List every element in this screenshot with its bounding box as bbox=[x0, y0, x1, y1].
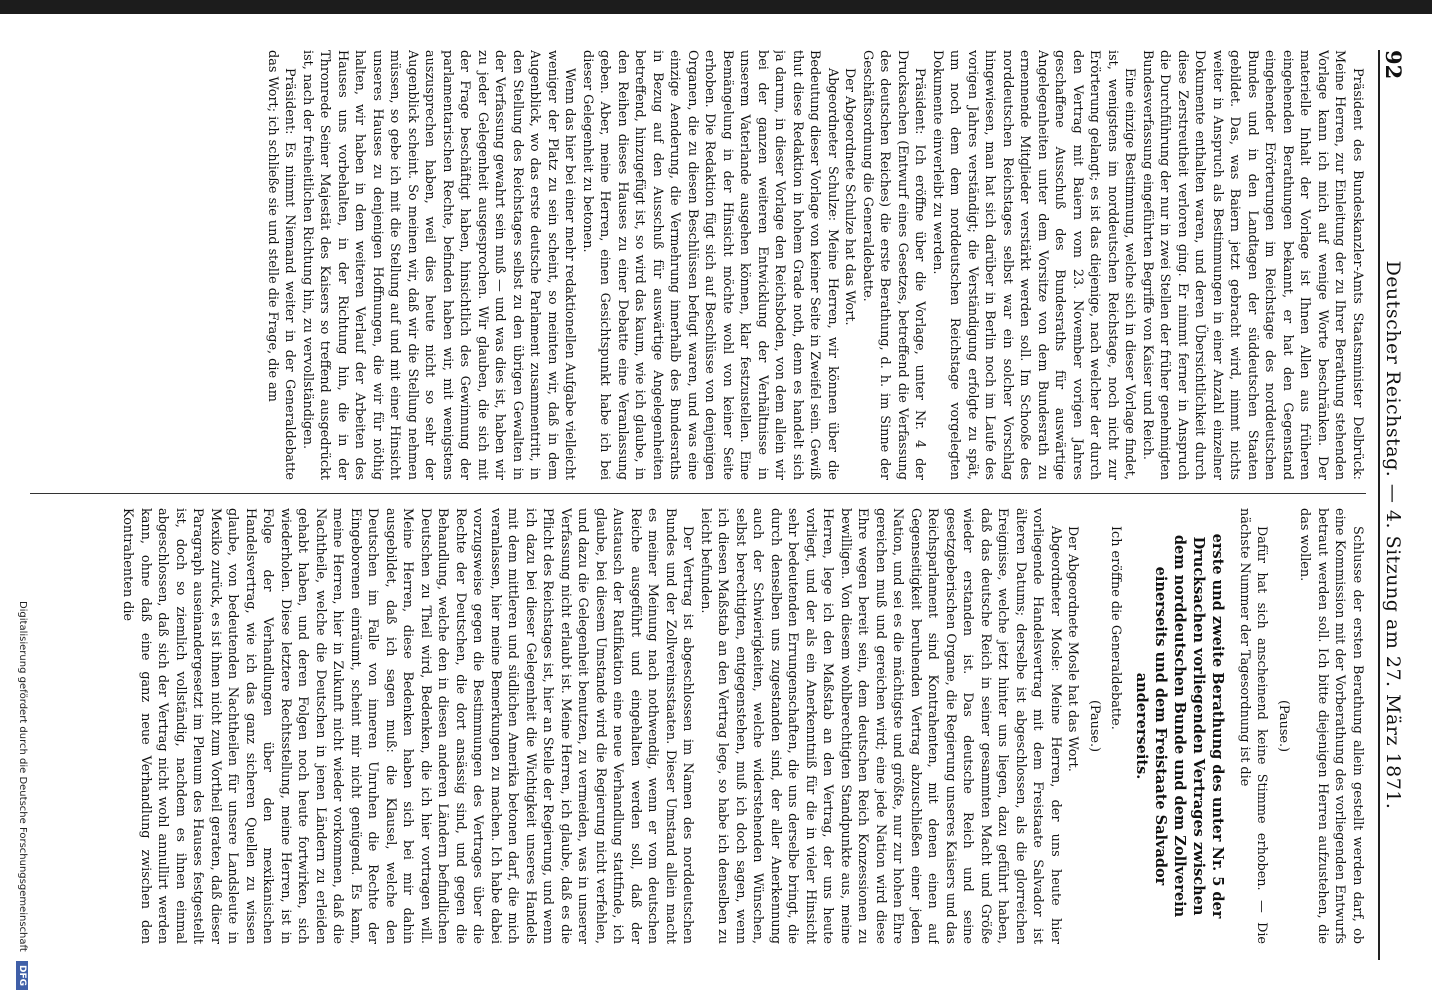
paragraph: Der Vertrag ist abgeschlossen im Namen des norddeutschen Bundes und der Zollvereinsstaaten. Dieser Umstand allein macht es meiner Meinung nach nothwendig, wenn er vom deutschen Reiche ausgeführt und eingehalten werden soll, daß der Austausch der Ratifikation eine neue Verhandlung stattfinde, ich glaube, bei diesem Umstande wird die Regierung nicht verfehlen, und dazu die Gelegenheit benutzen, zu vermeiden, was in unserer Verfassung nicht erlaubt ist. Meine Herren, ich glaube, daß es die Pflicht des Reichstages ist, hier an Stelle der Regierung, und wenn ich dazu bei dieser Gelegenheit die Wichtigkeit unseres Handels mit dem mittleren und südlichen Amerika betonen darf, die mich veranlassen, hier meine Bemerkungen zu machen. Ich habe dabei vorzugsweise gegen die Bestimmungen des Vertrages über die Rechte der Deutschen, die dort ansässig sind, und gegen die Behandlung, welche den in diesen anderen Ländern befindlichen Deutschen zu Theil wird, Bedenken, die ich hier vortragen will. Meine Herren, diese Bedenken haben sich bei mir dahin ausgebildet, daß ich sagen muß: die Klausel, welche den Deutschen im Falle von inneren Unruhen die Rechte der Eingeborenen einräumt, scheint mir nicht genügend. Es kann, meine Herren, hier in Zukunft nicht wieder vorkommen, daß die Nachtheile, welche die Deutschen in jenen Ländern zu erleiden gehabt haben, und deren Folgen noch heute fortwirken, sich wiederholen. Diese letztere Rechtsstellung, meine Herren, ist in Folge der Verhandlungen über den mexikanischen Handelsvertrag, wie ich das ganz sicheren Quellen zu wissen glaube, von bedeutenden Nachtheilen für unsere Landsleute in Mexiko zurück, es ist ihnen nicht zum Vortheil geraten, daß dieser Paragraph auseinandergesetzt im Plenum des Hauses festgestellt ist, doch so ziemlich vollständig, nachdem es ihnen einmal abgeschlossen, daß sich der Vertrag nicht wohl annullirt werden kann, ohne daß eine ganz neue Verhandlung zwischen den Kontrahenten die bbox=[120, 508, 696, 944]
dfg-logo: DFG bbox=[16, 961, 28, 990]
pause-note: (Pause.) bbox=[1276, 699, 1291, 753]
agenda-heading: erste und zweite Berathung des unter Nr. 5 der Drucksachen vorliegenden Vertrages zwischen dem norddeutschen Bunde und dem Zollverein einerseits und dem Freistaate Salvador andererseits. bbox=[1133, 533, 1227, 919]
column-divider bbox=[30, 493, 1366, 494]
scan-border bbox=[0, 0, 1432, 14]
paragraph: Der Abgeordnete Schulze hat das Wort. bbox=[842, 68, 858, 326]
paragraph: Abgeordneter Schulze: Meine Herren, wir können über die Bedeutung dieser Vorlage von keiner Seite in Zweifel sein. Gewiß thut diese Redaktion in hohem Grade noth, denn es handelt sich ja darum, in dieser Vorlage den Reichsboden, von dem allein wir bei der ganzen weiteren Entwicklung der Verhältnisse in unserem Vaterlande ausgehen können, klar festzustellen. Eine Bemängelung in der Hinsicht möchte wohl von keiner Seite erhoben. Die Redaktion fügt sich auf Beschlüsse von denjenigen Organen, die zu diesen Beschlüssen befugt waren, und was eine einzige Aenderung, die Vermehrung innerhalb des Bundesraths in Bezug auf den Ausschuß für auswärtige Angelegenheiten betreffend, hinzugefügt ist, so wird das kaum, wie ich glaube, in den Reihen dieses Hauses zu einer Debatte eine Veranlassung geben. Aber, meine Herren, einen Gesichtspunkt habe ich bei dieser Gelegenheit zu betonen. bbox=[580, 50, 840, 480]
paragraph: Abgeordneter Mosle: Meine Herren, der uns heute hier vorliegende Handelsvertrag mit dem Freistaate Salvador ist älteren Datums; derselbe ist abgeschlossen, als die glorreichen Ereignisse, welche jetzt hinter uns liegen, dazu geführt haben, daß das deutsche Reich in seiner gesammten Macht und Größe wieder erstanden ist. Das deutsche Reich und seine gesetzgeberischen Organe, die Regierung unseres Kaisers und das Reichsparlament sind Kontrahenten, mit denen einen auf Gegenseitigkeit beruhenden Vertrag abzuschließen einer jeden Nation, und sei es die mächtigste und größte, nur zur hohen Ehre gereichen muß und gereichen wird; eine jede Nation wird diese Ehre wegen bereit sein, dem deutschen Reich Konzessionen zu bewilligen. Von diesem wohlberechtigten Standpunkte aus, meine Herren, lege ich den Maßstab an den Vertrag, der uns heute vorliegt, und der als ein Anerkenntniß für die in vieler Hinsicht sehr bedeutenden Errungenschaften, die uns derselbe bringt, die durch denselben uns zugestanden sind, der aller Anerkennung auch der Schwierigkeiten, welche widerstehenden Wünschen, selbst berechtigten, entgegenstehen, muß ich doch sagen, wenn ich diesen Maßstab an den Vertrag lege, so habe ich denselben zu leicht befunden. bbox=[698, 508, 1063, 944]
page-number: 92 bbox=[1381, 50, 1406, 80]
paragraph: Ich eröffne die Generaldebatte. bbox=[1108, 526, 1124, 730]
pause-note: (Pause.) bbox=[1087, 699, 1102, 753]
digitization-credit bbox=[8, 130, 28, 990]
running-head: Deutscher Reichstag. — 4. Sitzung am 27. März 1871. bbox=[1382, 260, 1404, 810]
right-column bbox=[30, 508, 1366, 944]
paragraph: Präsident: Es nimmt Niemand weiter in der Generaldebatte das Wort; ich schließe sie und stelle die Frage, die am bbox=[265, 50, 298, 480]
paragraph: Schlusse der ersten Berathung allein gestellt werden darf, ob eine Kommission mit der Vorberathung des vorliegenden Entwurfs betraut werden soll. Ich bitte diejenigen Herren aufzustehen, die das wollen. bbox=[1297, 508, 1365, 944]
paragraph: Dafür hat sich anscheinend keine Stimme erhoben. — Die nächste Nummer der Tagesordnung ist die bbox=[1237, 508, 1270, 944]
paragraph: Eine einzige Bestimmung, welche sich in dieser Vorlage findet, ist, wenigstens im norddeutschen Reichstage, noch nicht zur Erörterung gelangt; es ist das diejenige, nach welcher der durch den Vertrag mit Baiern vom 23. November vorigen Jahres geschaffene Ausschuß des Bundesraths für auswärtige Angelegenheiten unter dem Vorsitze von dem Bundesrath zu ernennende Mitglieder verstärkt werden soll. Im Schooße des norddeutschen Reichstages selbst war ein solcher Vorschlag hingewiesen, man hat sich darüber in Berlin noch im Laufe des vorigen Jahres verständigt; die Verständigung erfolgte zu spät, um noch dem dem norddeutschen Reichstage vorgelegten Dokumente einverleibt zu werden. bbox=[930, 50, 1138, 480]
paragraph: Wenn das hier bei einer mehr redaktionellen Aufgabe vielleicht weniger der Platz zu sein scheint, so meinten wir, daß in dem Augenblick, wo das erste deutsche Parlament zusammentritt, in den Stellung des Reichstages selbst zu den übrigen Gewalten in der Verfassung gewahrt sein muß — und was dies ist, haben wir zu jeder Gelegenheit ausgesprochen. Wir glauben, die sich mit der Frage beschäftigt haben, hinsichtlich des Gewinnung der parlamentarischen Rechte, befinden haben wir, mit wenigstens auszusprechen haben, weil dies heute nicht so sehr der Augenblick scheint. So meinen wir, daß wir die Stellung nehmen müssen, so gebe ich mit die Stellung auf und mit einer Hinsicht unseres Hauses zu denjenigen Hoffnungen, die wir für nöthig halten, wir haben in dem weiteren Verlauf der Arbeiten des Hauses uns vorbehalten, in der Richtung hin, die in der Thronrede Seiner Majestät des Kaisers so treffend ausgedrückt ist, nach der freiheitlichen Richtung hin, zu vervollständigen. bbox=[300, 50, 578, 480]
left-column bbox=[30, 50, 1366, 480]
paragraph: Präsident des Bundeskanzler-Amts Staatsminister Delbrück: Meine Herren, zur Einleitung der zu Ihrer Berathung stehenden Vorlage kann ich mich auf wenige Worte beschränken. Der materielle Inhalt der Vorlage ist Ihnen Allen aus früheren eingehenden Berathungen bekannt, er hat den Gegenstand eingehender Erörterungen im Reichstage des norddeutschen Bundes und in den Landtagen der süddeutschen Staaten gebildet. Das, was Baiern jetzt gebracht wird, nimmt nichts weiter in Anspruch als Bestimmungen in einer Anzahl einzelner Dokumente enthalten waren, und deren Übersichtlichkeit durch diese Zerstreutheit verloren ging. Er nimmt ferner in Anspruch die Durchführung der nur in zwei Stellen der früher genehmigten Bundesverfassung eingeführten Begriffe von Kaiser und Reich. bbox=[1140, 50, 1365, 480]
paragraph: Präsident: Ich eröffne über die Vorlage, unter Nr. 4 der Drucksachen (Entwurf eines Gesetzes, betreffend die Verfassung des deutschen Reiches) die erste Berathung, d. h. im Sinne der Geschäftsordnung die Generaldebatte. bbox=[860, 50, 928, 480]
page-header bbox=[1378, 50, 1406, 960]
paragraph: Der Abgeordnete Mosle hat das Wort. bbox=[1065, 526, 1081, 772]
digitization-note: Digitalisierung gefördert durch die Deutsche Forschungsgemeinschaft bbox=[17, 600, 28, 952]
